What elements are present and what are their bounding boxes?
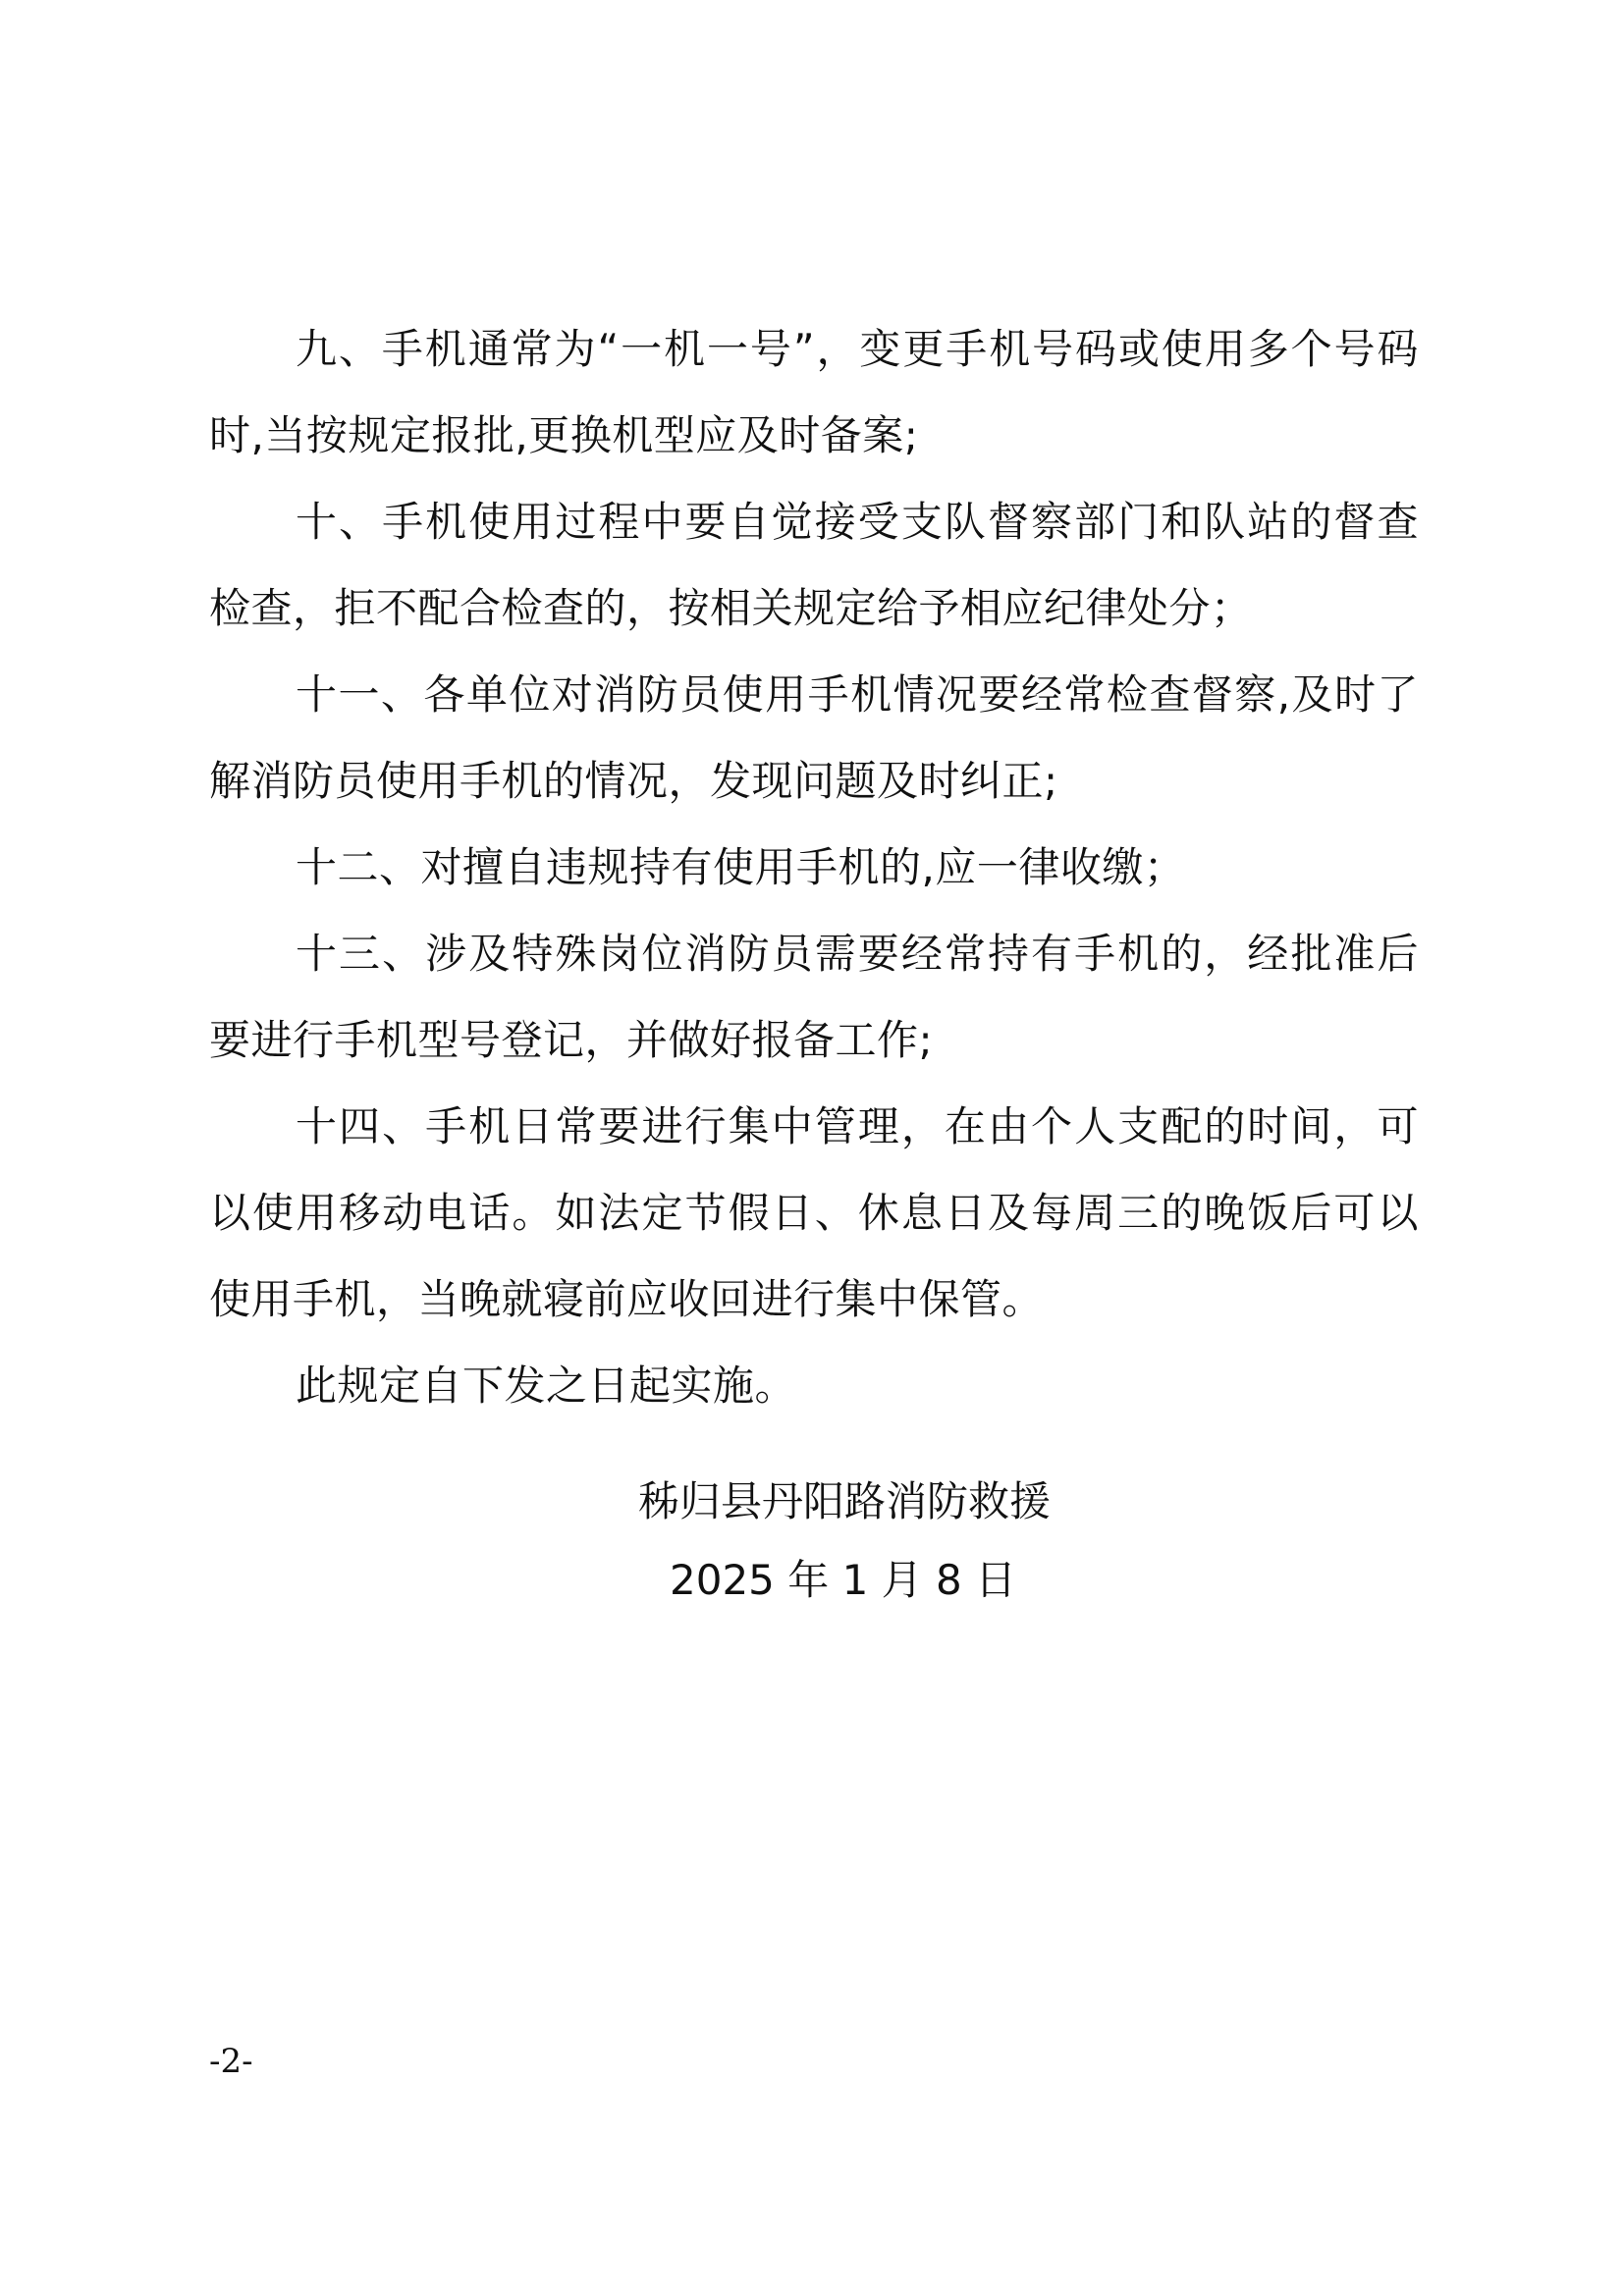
paragraph-item-14: 十四、手机日常要进行集中管理，在由个人支配的时间，可以使用移动电话。如法定节假日、休息日及每周三的晚饭后可以使用手机，当晚就寝前应收回进行集中保管。 xyxy=(209,1102,1419,1323)
paragraph-item-9: 九、手机通常为“一机一号”，变更手机号码或使用多个号码时,当按规定报批,更换机型应及时备案; xyxy=(209,325,1419,459)
signature-date: 2025 年 1 月 8 日 xyxy=(670,1556,1017,1604)
page-number: -2- xyxy=(209,2042,253,2081)
paragraph-item-12: 十二、对擅自违规持有使用手机的,应一律收缴； xyxy=(296,843,1186,891)
signature-organization: 秭归县丹阳路消防救援 xyxy=(638,1477,1052,1525)
paragraph-item-11: 十一、各单位对消防员使用手机情况要经常检查督察,及时了解消防员使用手机的情况，发现问题及时纠正; xyxy=(209,670,1419,805)
paragraph-item-13: 十三、涉及特殊岗位消防员需要经常持有手机的，经批准后要进行手机型号登记，并做好报备工作; xyxy=(209,930,1419,1064)
paragraph-item-10: 十、手机使用过程中要自觉接受支队督察部门和队站的督查检查，拒不配合检查的，按相关规定给予相应纪律处分； xyxy=(209,498,1419,632)
document-body xyxy=(209,306,1419,1429)
effective-date-paragraph: 此规定自下发之日起实施。 xyxy=(296,1362,797,1410)
